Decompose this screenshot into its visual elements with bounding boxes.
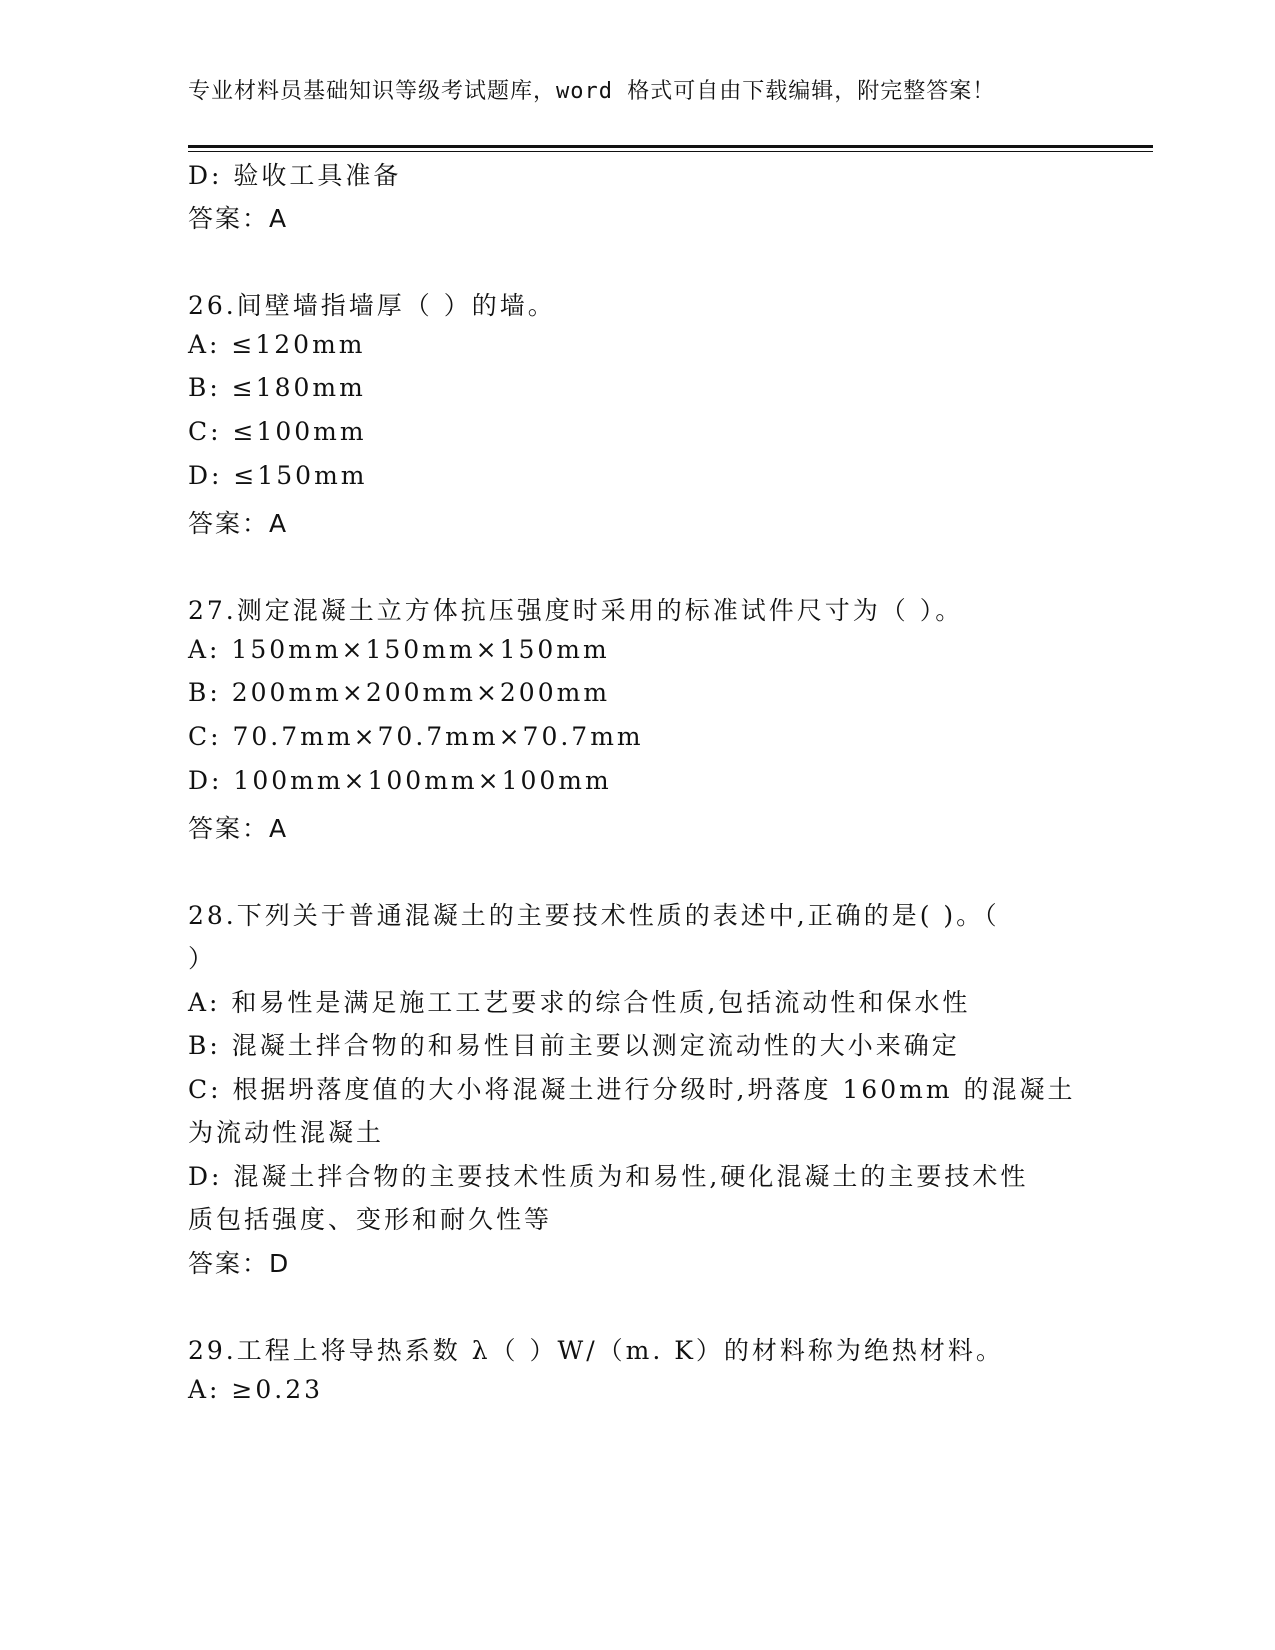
q28-option-b: B: 混凝土拌合物的和易性目前主要以测定流动性的大小来确定: [188, 1031, 960, 1060]
q28-stem-line1: 28.下列关于普通混凝土的主要技术性质的表述中,正确的是( )。（: [188, 901, 1000, 930]
page-header: 专业材料员基础知识等级考试题库，word 格式可自由下载编辑，附完整答案！: [188, 79, 996, 104]
q27-option-a: A: 150mm×150mm×150mm: [188, 635, 610, 664]
q28-stem-line2: ）: [188, 944, 217, 973]
q26-option-b: B: ≤180mm: [188, 373, 366, 402]
q28-option-c-line2: 为流动性混凝土: [188, 1118, 385, 1147]
q26-option-c: C: ≤100mm: [188, 417, 367, 446]
q29-stem: 29.工程上将导热系数 λ（ ）W/（m. K）的材料称为绝热材料。: [188, 1336, 1004, 1365]
q26-option-d: D: ≤150mm: [188, 461, 368, 490]
q28-option-d-line2: 质包括强度、变形和耐久性等: [188, 1205, 553, 1234]
q27-stem: 27.测定混凝土立方体抗压强度时采用的标准试件尺寸为（ ）。: [188, 596, 964, 625]
q28-option-a: A: 和易性是满足施工工艺要求的综合性质,包括流动性和保水性: [188, 988, 971, 1017]
q27-answer: 答案：A: [188, 814, 289, 843]
header-rule-thin: [188, 151, 1153, 152]
q28-option-c-line1: C: 根据坍落度值的大小将混凝土进行分级时,坍落度 160mm 的混凝土: [188, 1075, 1076, 1104]
q25-option-d: D: 验收工具准备: [188, 161, 402, 190]
q26-option-a: A: ≤120mm: [188, 330, 366, 359]
q26-stem: 26.间壁墙指墙厚（ ）的墙。: [188, 291, 556, 320]
q27-option-d: D: 100mm×100mm×100mm: [188, 766, 612, 795]
q26-answer: 答案：A: [188, 509, 289, 538]
q25-answer: 答案：A: [188, 204, 289, 233]
q28-answer: 答案：D: [188, 1249, 291, 1278]
q28-option-d-line1: D: 混凝土拌合物的主要技术性质为和易性,硬化混凝土的主要技术性: [188, 1162, 1029, 1191]
header-rule-thick: [188, 145, 1153, 148]
q27-option-b: B: 200mm×200mm×200mm: [188, 678, 611, 707]
q29-option-a: A: ≥0.23: [188, 1375, 324, 1404]
q27-option-c: C: 70.7mm×70.7mm×70.7mm: [188, 722, 644, 751]
